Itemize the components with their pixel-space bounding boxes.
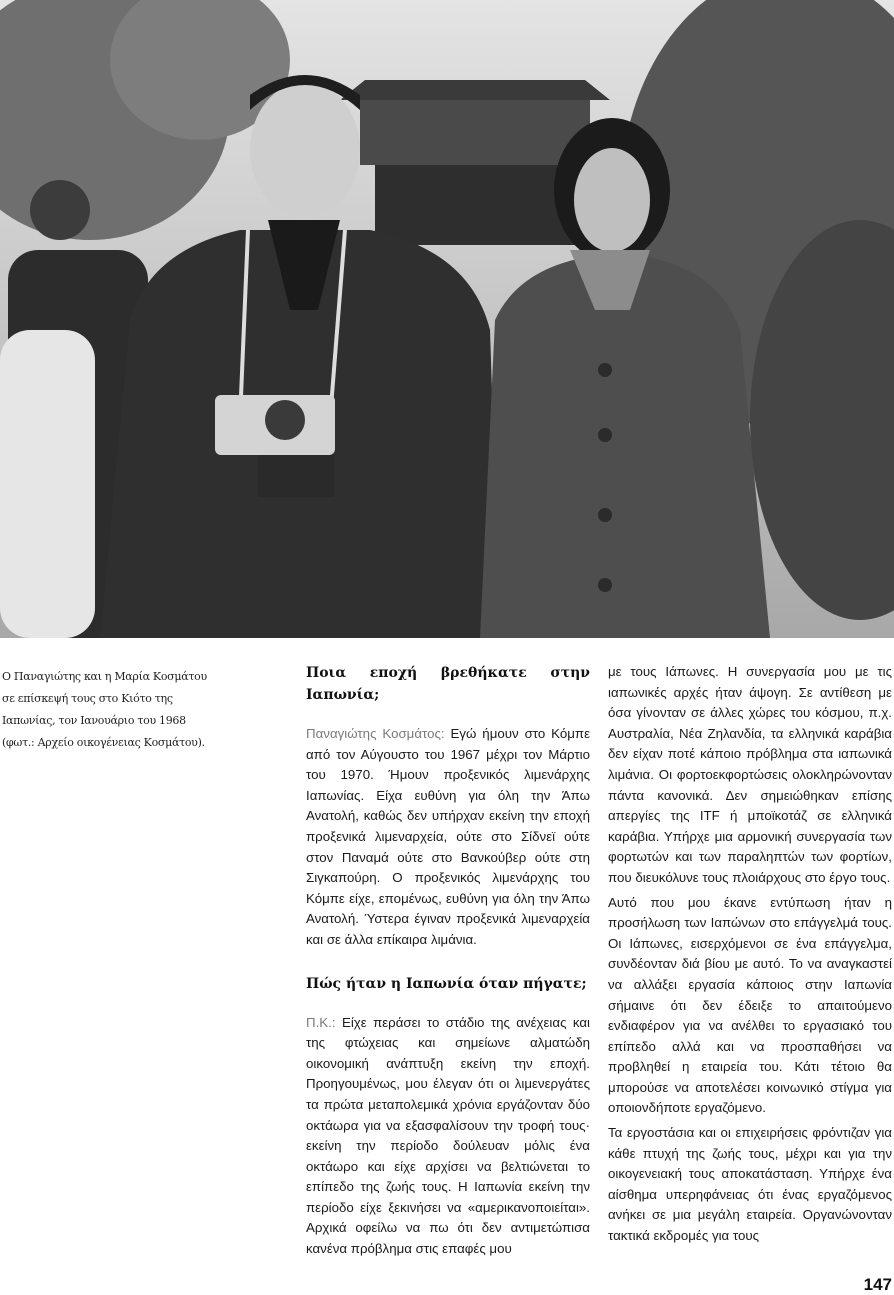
archival-photo	[0, 0, 894, 638]
caption-line: Ο Παναγιώτης και η Μαρία Κοσμάτου	[2, 670, 207, 683]
paragraph: με τους Ιάπωνες. Η συνεργασία μου με τις ιαπωνικές αρχές ήταν άψογη. Σε αντίθεση με όσα γίνονταν σε άλλες χώρες του κόσμου, π.χ. Αυστραλία, Νέα Ζηλανδία, τα ελληνικά καράβια δεν είχαν ποτέ κάποιο πρόβλημα στα ιαπωνικά λιμάνια. Οι φορτοεκφορτώσεις ολοκληρώνονταν πάντα κανονικά. Δεν σημειώθηκαν επίσης απεργίες της ITF ή μποϊκοτάζ σε ελληνικά καράβια. Υπήρχε μια αρμονική συνεργασία των φορτωτών και των παραληπτών των φορτίων, που διευκόλυνε τους πλοιάρχους στο έργο τους.	[608, 664, 892, 885]
answer-text: Εγώ ήμουν στο Κόμπε από τον Αύγουστο του 1967 μέχρι τον Μάρτιο του 1970. Ήμουν προξενικός λιμενάρχης Ιαπωνίας. Είχα ευθύνη για όλη την Άπω Ανατολή, καθώς δεν υπήρχαν εκείνη την εποχή προξενικά λιμεναρχεία, ούτε στο Σίδνεϊ ούτε στον Παναμά ούτε στο Βανκούβερ ούτε στη Σιγκαπούρη. Ο προξενικός λιμενάρχης του Κόμπε είχε, επομένως, ευθύνη για όλη την Άπω Ανατολή. Ύστερα έγιναν προξενικά λιμεναρχεία και σε άλλα επίκαιρα λιμάνια.	[306, 726, 590, 947]
speaker-label: Παναγιώτης Κοσμάτος:	[306, 726, 445, 741]
text-column-1	[306, 662, 590, 1264]
question-heading: Ποια εποχή βρεθήκατε στην Ιαπωνία;	[306, 665, 590, 703]
caption-line: σε επίσκεψή τους στο Κιότο της	[2, 692, 173, 705]
answer-text: Είχε περάσει το στάδιο της ανέχειας και της φτώχειας και σημείωνε αλματώδη οικονομική ανάπτυξη εκείνη την εποχή. Προηγουμένως, μου έλεγαν ότι οι λιμενεργάτες τα πρώτα μεταπολεμικά χρόνια εργάζονταν δύο οκτάωρα για να εξασφαλίσουν την τροφή τους· εκείνη την περίοδο δούλευαν μόλις ένα οκτάωρο και είχε αρχίσει να βελτιώνεται το επίπεδο της ζωής τους. Η Ιαπωνία εκείνη την περίοδο είχε ξεκινήσει να «αμερικανοποιείται». Αρχικά οφείλω να πω ότι δεν αντιμετώπισα κανένα πρόβλημα στις επαφές μου	[306, 1014, 590, 1257]
question-heading: Πώς ήταν η Ιαπωνία όταν πήγατε;	[306, 975, 587, 992]
text-column-2	[608, 662, 892, 1251]
photo-illustration	[0, 0, 894, 638]
answer-paragraph	[306, 1013, 590, 1260]
caption-line: (φωτ.: Αρχείο οικογένειας Κοσμάτου).	[2, 736, 205, 749]
paragraph: Τα εργοστάσια και οι επιχειρήσεις φρόντιζαν για κάθε πτυχή της ζωής τους, μέχρι και για την οικογενειακή τους αποκατάσταση. Υπήρχε ένα αίσθημα υπερηφάνειας ότι ένας εργαζόμενος ανήκει σε μια μεγάλη εταιρεία. Οργανώνονταν τακτικά εκδρομές για τους	[608, 1125, 892, 1244]
caption-line: Ιαπωνίας, τον Ιανουάριο του 1968	[2, 714, 186, 727]
speaker-label: Π.Κ.:	[306, 1014, 336, 1030]
page-number: 147	[863, 1275, 892, 1294]
photo-caption	[2, 666, 212, 754]
answer-paragraph	[306, 724, 590, 951]
paragraph: Αυτό που μου έκανε εντύπωση ήταν η προσήλωση των Ιαπώνων στο επάγγελμά τους. Οι Ιάπωνες, εισερχόμενοι σε ένα επάγγελμα, συνδέονταν διά βίου με αυτό. Το να αναγκαστεί να αλλάξει εργασία κάποιος στην Ιαπωνία σήμαινε ότι δεν έδειξε το απαιτούμενο ενδιαφέρον για να ανέλθει το εργασιακό του επίπεδο αλλά και να προσπαθήσει να προβληθεί η εταιρεία του. Κάτι τέτοιο θα μπορούσε να αποτελέσει κοινωνικό στίγμα για οποιονδήποτε εργαζόμενο.	[608, 894, 892, 1116]
